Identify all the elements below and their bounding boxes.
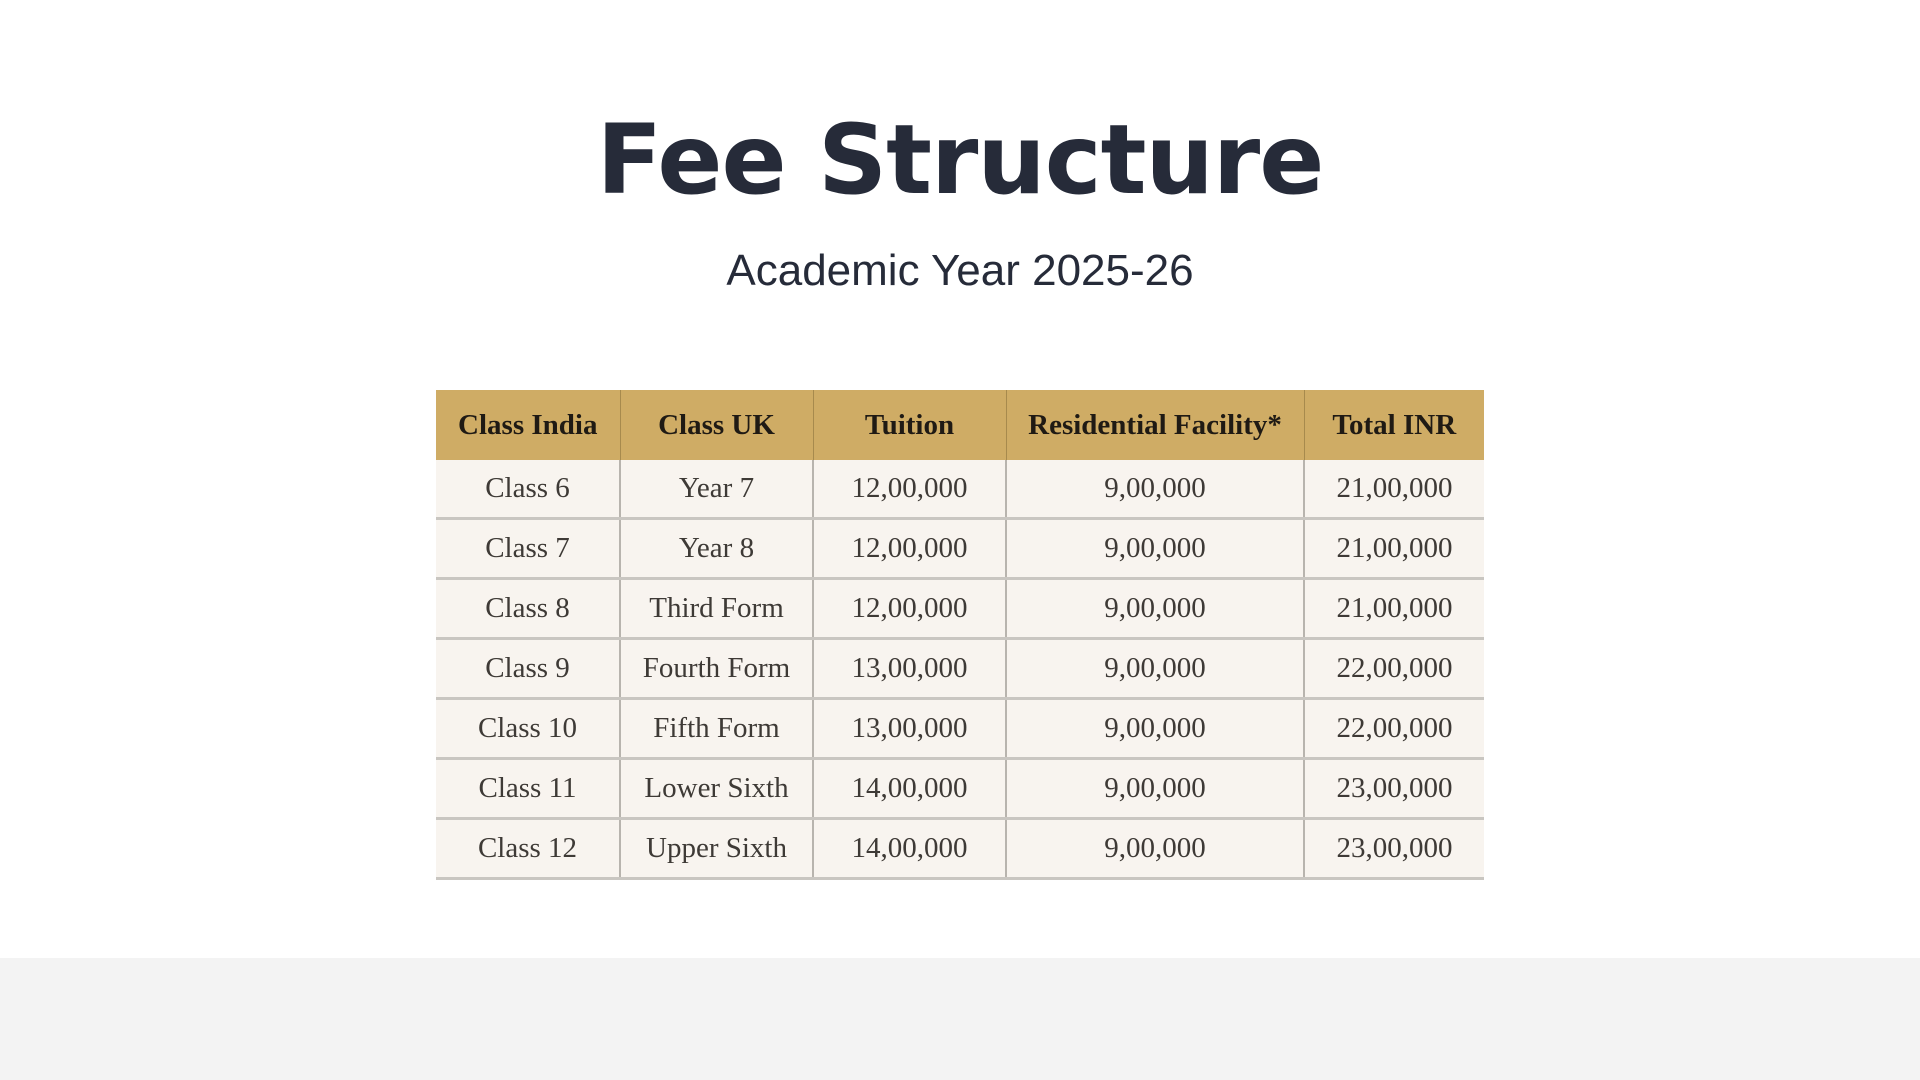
header-row	[436, 390, 1484, 460]
residential-cell: 9,00,000	[1006, 519, 1304, 579]
table-row	[436, 579, 1484, 639]
tuition-cell: 12,00,000	[813, 519, 1006, 579]
tuition-cell: 12,00,000	[813, 579, 1006, 639]
table-row	[436, 519, 1484, 579]
total-cell: 21,00,000	[1304, 519, 1484, 579]
class-india-cell: Class 7	[436, 519, 620, 579]
column-header-residential-facility: Residential Facility*	[1006, 390, 1304, 460]
tuition-cell: 14,00,000	[813, 819, 1006, 879]
total-cell: 21,00,000	[1304, 460, 1484, 519]
residential-cell: 9,00,000	[1006, 699, 1304, 759]
class-uk-cell: Year 7	[620, 460, 813, 519]
tuition-cell: 13,00,000	[813, 699, 1006, 759]
total-cell: 23,00,000	[1304, 819, 1484, 879]
table-row	[436, 460, 1484, 519]
total-cell: 21,00,000	[1304, 579, 1484, 639]
residential-cell: 9,00,000	[1006, 460, 1304, 519]
column-header-class-uk: Class UK	[620, 390, 813, 460]
tuition-cell: 14,00,000	[813, 759, 1006, 819]
page-title: Fee Structure	[596, 104, 1324, 216]
class-india-cell: Class 10	[436, 699, 620, 759]
table-row	[436, 759, 1484, 819]
tuition-cell: 12,00,000	[813, 460, 1006, 519]
tuition-cell: 13,00,000	[813, 639, 1006, 699]
table-row	[436, 699, 1484, 759]
column-header-tuition: Tuition	[813, 390, 1006, 460]
class-uk-cell: Upper Sixth	[620, 819, 813, 879]
class-india-cell: Class 8	[436, 579, 620, 639]
residential-cell: 9,00,000	[1006, 579, 1304, 639]
class-india-cell: Class 9	[436, 639, 620, 699]
class-uk-cell: Fifth Form	[620, 699, 813, 759]
class-uk-cell: Fourth Form	[620, 639, 813, 699]
fee-table	[436, 390, 1484, 880]
column-header-total-inr: Total INR	[1304, 390, 1484, 460]
class-india-cell: Class 6	[436, 460, 620, 519]
residential-cell: 9,00,000	[1006, 759, 1304, 819]
fee-table-body	[436, 460, 1484, 879]
class-uk-cell: Third Form	[620, 579, 813, 639]
footer-band	[0, 958, 1920, 1080]
class-india-cell: Class 12	[436, 819, 620, 879]
table-row	[436, 639, 1484, 699]
total-cell: 22,00,000	[1304, 699, 1484, 759]
table-row	[436, 819, 1484, 879]
total-cell: 22,00,000	[1304, 639, 1484, 699]
page-subtitle: Academic Year 2025-26	[726, 246, 1194, 295]
residential-cell: 9,00,000	[1006, 819, 1304, 879]
fee-table-header	[436, 390, 1484, 460]
column-header-class-india: Class India	[436, 390, 620, 460]
residential-cell: 9,00,000	[1006, 639, 1304, 699]
class-india-cell: Class 11	[436, 759, 620, 819]
class-uk-cell: Year 8	[620, 519, 813, 579]
class-uk-cell: Lower Sixth	[620, 759, 813, 819]
total-cell: 23,00,000	[1304, 759, 1484, 819]
